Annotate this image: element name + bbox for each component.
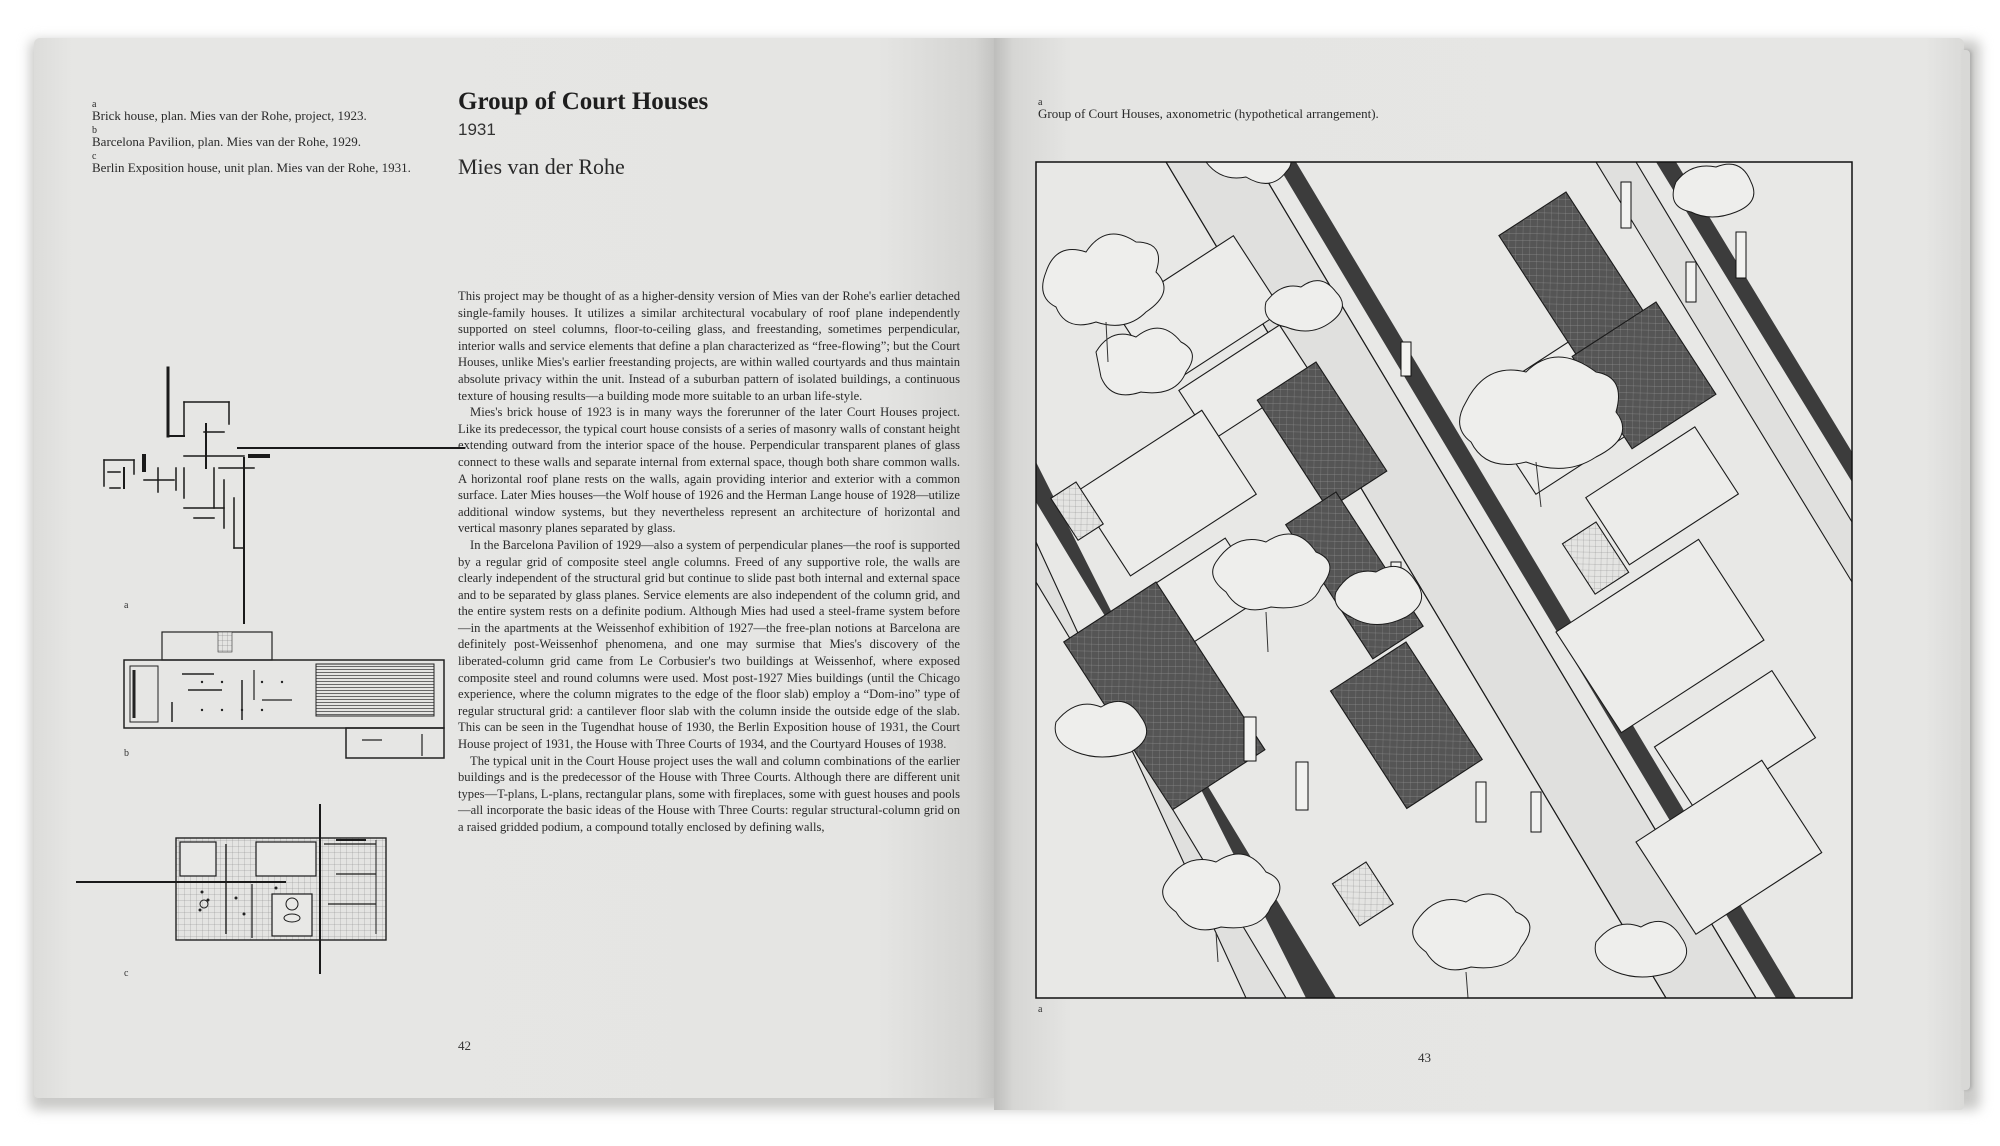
page-number-left: 42 [458, 1038, 471, 1053]
body-paragraph: In the Barcelona Pavilion of 1929—also a system of perpendicular planes—the roof is supported by a regular grid of composite steel angle columns. Freed of any supportive role, the walls are clearly independent of the structural grid but continue to slide past both internal and external space and to be separated by glass planes. Service elements are also independent of the column grid, and the entire system rests on a definite podium. Although Mies had used a steel-frame system before—in the apartments at the Weissenhof exhibition of 1927—the free-plan notions at Barcelona are definitely post-Weissenhof phenomena, and one may surmise that Mies's discovery of the liberated-column grid came from Le Corbusier's two buildings at Weissenhof, where exposed composite steel and round columns were used. Most post-1927 Mies buildings (until the Chicago experience, where the column migrates to the edge of the floor slab) employ a “Dom-ino” type of regular structural grid: a cantilever floor slab with the column inside the outside edge of the slab. This can be seen in the Tugendhat house of 1930, the Berlin Exposition house of 1931, the Court House project of 1931, the House with Three Courts of 1934, and the Courtyard Houses of 1938. [458, 537, 960, 752]
right-page [994, 38, 1964, 1110]
body-paragraph: Mies's brick house of 1923 is in many ways the forerunner of the later Court Houses project. Like its predecessor, the typical court house consists of a series of masonry walls of constant height extending outward from the interior space of the house. Perpendicular transparent planes of glass connect to these walls and separate internal from external space, though both share common walls. A horizontal roof plane rests on the walls, again providing interior and exterior with a common surface. Later Mies houses—the Wolf house of 1926 and the Herman Lange house of 1928—utilize additional window systems, but they nevertheless represent an architecture of horizontal and vertical masonry planes separated by glass. [458, 405, 961, 536]
court-houses-axonometric [1036, 162, 1852, 998]
figure-letter-c: c [124, 968, 129, 979]
project-year: 1931 [458, 120, 496, 139]
barcelona-pavilion-plan [122, 630, 462, 760]
figure-letter-b: b [124, 748, 129, 759]
figure-letter-right-a: a [1038, 1004, 1043, 1015]
caption-a: a Brick house, plan. Mies van der Rohe, project, 1923. [92, 99, 367, 123]
page-title: Group of Court Houses [458, 88, 709, 115]
left-page [34, 38, 994, 1098]
brick-house-plan [84, 368, 484, 628]
architect-name: Mies van der Rohe [458, 154, 625, 179]
page-edge [1962, 50, 1970, 1090]
caption-c: c Berlin Exposition house, unit plan. Mies van der Rohe, 1931. [92, 151, 411, 175]
berlin-exposition-plan [76, 804, 456, 974]
body-paragraph: The typical unit in the Court House project uses the wall and column combinations of the earlier buildings and is the predecessor of the House with Three Courts. Although there are different unit types—T-plans, L-plans, rectangular plans, some with fireplaces, some with guest houses and pools—all incorporate the basic ideas of the House with Three Courts: regular structural-column grid on a raised gridded podium, a compound totally enclosed by defining walls, [458, 753, 960, 834]
caption-b: b Barcelona Pavilion, plan. Mies van der Rohe, 1929. [92, 125, 361, 149]
figure-letter-a: a [124, 600, 129, 611]
body-paragraph: This project may be thought of as a higher-density version of Mies van der Rohe's earlier detached single-family houses. It utilizes a similar architectural vocabulary of roof plane independently supported on steel columns, floor-to-ceiling glass, and freestanding, sometimes perpendicular, interior walls and service elements that define a plan characterized as “free-flowing”; but the Court Houses, unlike Mies's earlier freestanding projects, are within walled courtyards and thus maintain absolute privacy within the unit. Instead of a suburban pattern of isolated buildings, a continuous texture of housing results—a building mode more suitable to an urban life-style. [458, 289, 960, 403]
body-text [458, 288, 960, 836]
caption-right-a: a Group of Court Houses, axonometric (hypothetical arrangement). [1038, 97, 1379, 121]
page-number-right: 43 [1418, 1050, 1431, 1065]
